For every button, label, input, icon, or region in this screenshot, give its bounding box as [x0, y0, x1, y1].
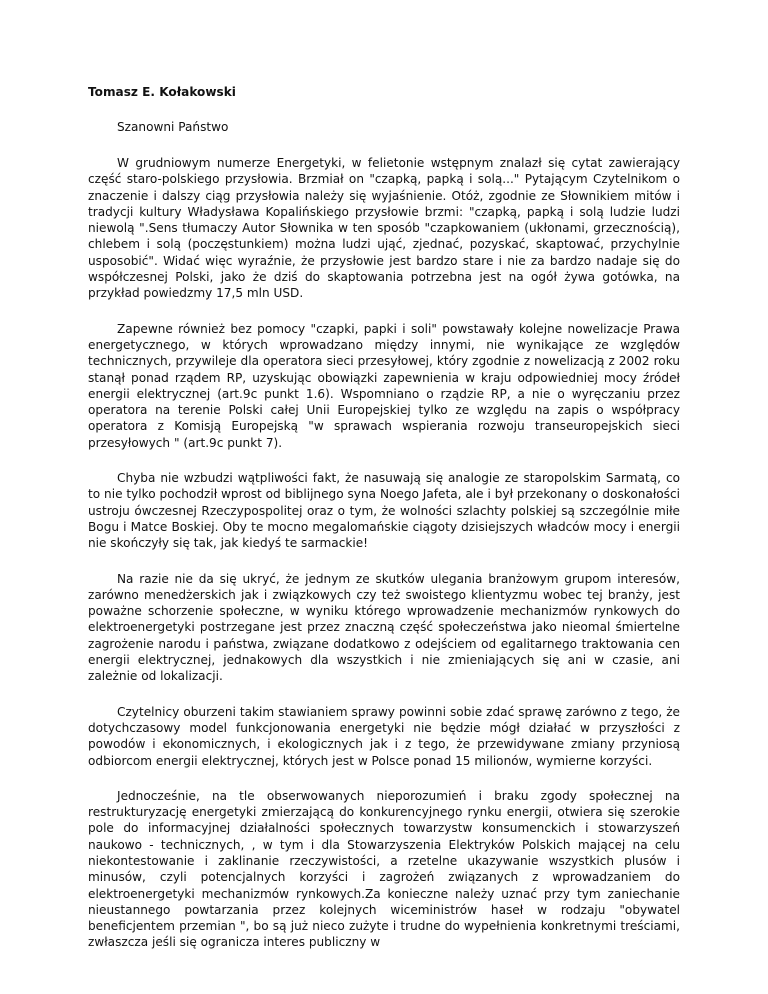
- article-body: [88, 155, 680, 970]
- paragraph: W grudniowym numerze Energetyki, w felietonie wstępnym znalazł się cytat zawierający część staro-polskiego przysłowia. Brzmiał on "czapką, papką i solą..." Pytającym Czytelnikom o znaczenie i dalszy ciąg przysłowia należy się wyjaśnienie. Otóż, zgodnie ze Słownikiem mitów i tradycji kultury Władysława Kopalińskiego przysłowie brzmi: "czapką, papką i solą ludzie ludzi niewolą ".Sens tłumaczy Autor Słownika w ten sposób "czapkowaniem (ukłonami, grzecznością), chlebem i solą (poczęstunkiem) można ludzi ująć, zjednać, pozyskać, skaptować, przychylnie usposobić". Widać więc wyraźnie, że przysłowie jest bardzo stare i nie za bardzo nadaje się do współczesnej Polski, jako że dziś do skaptowania potrzebna jest na ogół żywa gotówka, na przykład powiedzmy 17,5 mln USD.: [88, 156, 680, 301]
- paragraph: Zapewne również bez pomocy "czapki, papki i soli" powstawały kolejne nowelizacje Prawa energetycznego, w których wprowadzano między innymi, nie wynikające ze względów technicznych, przywileje dla operatora sieci przesyłowej, który zgodnie z nowelizacją z 2002 roku stanął ponad rządem RP, uzyskując obowiązki zapewnienia w kraju odpowiedniej mocy źródeł energii elektrycznej (art.9c punkt 1.6). Wspomniano o rządzie RP, a nie o wyręczaniu przez operatora na terenie Polski całej Unii Europejskiej tylko ze względu na zapis o współpracy operatora z Komisją Europejską "w sprawach wspierania rozwoju transeuropejskich sieci przesyłowych " (art.9c punkt 7).: [88, 321, 680, 450]
- author-name: Tomasz E. Kołakowski: [88, 85, 236, 99]
- salutation: Szanowni Państwo: [117, 120, 229, 134]
- paragraph: Na razie nie da się ukryć, że jednym ze skutków ulegania branżowym grupom interesów, zarówno menedżerskich jak i związkowych czy też swoistego klientyzmu wobec tej branży, jest poważne schorzenie społeczne, w wyniku którego wprowadzenie mechanizmów rynkowych do elektroenergetyki postrzegane jest przez znaczną część społeczeństwa jako nieomal śmiertelne zagrożenie narodu i państwa, związane dodatkowo z odejściem od egalitarnego traktowania cen energii elektrycznej, jednakowych dla wszystkich i nie zmieniających się ani w czasie, ani zależnie od lokalizacji.: [88, 571, 680, 684]
- paragraph: Jednocześnie, na tle obserwowanych nieporozumień i braku zgody społecznej na restrukturyzację energetyki zmierzającą do konkurencyjnego rynku energii, otwiera się szerokie pole do informacyjnej działalności społecznych towarzystw konsumenckich i stowarzyszeń naukowo - technicznych, , w tym i dla Stowarzyszenia Elektryków Polskich mającej na celu niekontestowanie i zaklinanie rzeczywistości, a rzetelne ukazywanie wszystkich plusów i minusów, czyli potencjalnych korzyści i zagrożeń związanych z wprowadzaniem do elektroenergetyki mechanizmów rynkowych.Za konieczne należy uznać przy tym zaniechanie nieustannego powtarzania przez kolejnych wiceministrów haseł w rodzaju "obywatel beneficjentem przemian ", bo są już nieco zużyte i trudne do wypełnienia konkretnymi treściami, zwłaszcza jeśli się ogranicza interes publiczny w: [88, 788, 680, 950]
- paragraph: Czytelnicy oburzeni takim stawianiem sprawy powinni sobie zdać sprawę zarówno z tego, że dotychczasowy model funkcjonowania energetyki nie będzie mógł działać w przyszłości z powodów i ekonomicznych, i ekologicznych jak i z tego, że przewidywane zmiany przyniosą odbiorcom energii elektrycznej, których jest w Polsce ponad 15 milionów, wymierne korzyści.: [88, 704, 680, 768]
- paragraph: Chyba nie wzbudzi wątpliwości fakt, że nasuwają się analogie ze staropolskim Sarmatą, co to nie tylko pochodził wprost od biblijnego syna Noego Jafeta, ale i był przekonany o doskonałości ustroju ówczesnej Rzeczypospolitej oraz o tym, że wolności szlachty polskiej są szczególnie miłe Bogu i Matce Boskiej. Oby te mocno megalomańskie ciągoty dzisiejszych władców mocy i energii nie skończyły się tak, jak kiedyś te sarmackie!: [88, 471, 680, 551]
